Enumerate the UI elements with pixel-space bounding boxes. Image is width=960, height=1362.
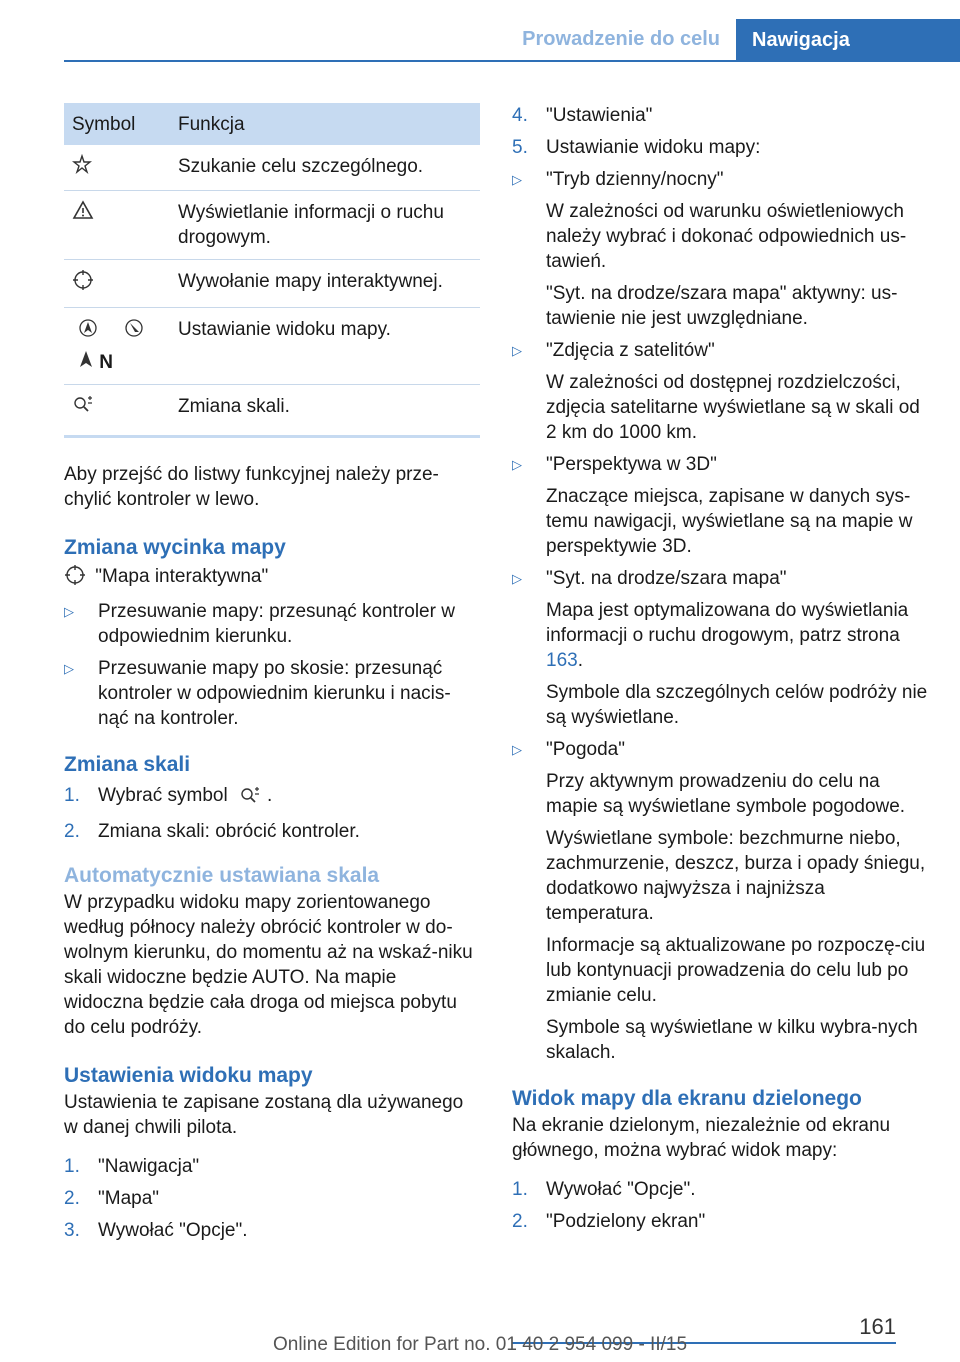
list-item: 5. Ustawianie widoku mapy: [512,137,761,158]
symbol-table [64,103,480,438]
map-section-list [64,599,480,731]
table-cell-function: Szukanie celu szczególnego. [166,145,480,191]
bullet-triangle-icon: ▷ [64,661,74,676]
section-title-auto-scale: Automatycznie ustawiana skala [64,864,380,887]
page-footer [0,1306,960,1362]
split-screen-steps [512,1177,932,1234]
list-item: 2. "Podzielony ekran" [512,1211,706,1232]
list-item: ▷ "Tryb dzienny/nocny" W zależności od warunku oświetleniowych należy wybrać i dokonać odpowiednich us-tawień. "Syt. na drodze/szara mapa" aktywny: us-tawienie nie jest uwzględniane. [512,169,907,329]
bullet-triangle-icon: ▷ [64,604,74,619]
header-rule [64,60,960,62]
zoom-icon [72,394,94,421]
map-view-settings-steps-continued [512,103,932,160]
interactive-map-icon [64,564,86,593]
list-item: 2. "Mapa" [64,1188,160,1209]
map-north-icon [78,350,94,375]
intro-text: Aby przejść do listwy funkcyjnej należy prze-chylić kontroler w lewo. [64,464,439,510]
special-destination-icon [72,154,92,181]
map-view-options-list [512,167,932,1065]
bullet-triangle-icon: ▷ [512,172,522,187]
list-item: 3. Wywołać "Opcje". [64,1220,248,1241]
table-row [64,385,480,437]
map-direction-icon [78,317,98,346]
table-header-symbol: Symbol [64,103,166,145]
page-reference-link[interactable]: 163 [546,650,578,671]
map-view-settings-text: Ustawienia te zapisane zostaną dla używanego w danej chwili pilota. [64,1092,464,1138]
auto-scale-text: W przypadku widoku mapy zorientowanego według północy należy obrócić kontroler w do-wolnym kierunku, do momentu aż na wskaź-niku skali widoczne będzie AUTO. Na mapie widoczna będzie cała droga od miejsca pobytu do celu podróży. [64,892,473,1038]
list-item: 2. Zmiana skali: obrócić kontroler. [64,821,360,842]
bullet-triangle-icon: ▷ [512,571,522,586]
section-title-change-scale: Zmiana skali [64,753,191,776]
list-item: 4. "Ustawienia" [512,105,653,126]
table-row [64,260,480,308]
list-item: 1. "Nawigacja" [64,1156,200,1177]
table-row [64,191,480,260]
table-header-function: Funkcja [166,103,480,145]
split-screen-text: Na ekranie dzielonym, niezależnie od ekranu głównego, można wybrać widok mapy: [512,1115,891,1161]
table-cell-function: Zmiana skali. [166,385,480,437]
change-scale-steps [64,783,480,844]
bullet-triangle-icon: ▷ [512,457,522,472]
list-item: 1. Wywołać "Opcje". [512,1179,696,1200]
table-cell-function: Wywołanie mapy interaktywnej. [166,260,480,308]
header-section-title: Prowadzenie do celu [522,28,720,50]
table-row [64,145,480,191]
table-row [64,308,480,385]
list-item: ▷ Przesuwanie mapy po skosie: przesunąć kontroler w odpowiednim kierunku i nacis-nąć na kontroler. [64,658,451,729]
interactive-map-icon [72,269,94,298]
bullet-triangle-icon: ▷ [512,343,522,358]
section-title-map-view-settings: Ustawienia widoku mapy [64,1064,313,1087]
list-item: 1. Wybrać symbol . [64,783,480,812]
section-title-map-section: Zmiana wycinka mapy [64,536,286,559]
page-header [0,0,960,62]
bullet-triangle-icon: ▷ [512,742,522,757]
zoom-icon [239,785,261,812]
list-item: ▷ "Perspektywa w 3D" Znaczące miejsca, zapisane w danych sys-temu nawigacji, wyświetlane są na mapie w perspektywie 3D. [512,454,913,557]
table-header-row [64,103,480,145]
list-item: ▷ "Syt. na drodze/szara mapa" Mapa jest optymalizowana do wyświetlania informacji o ruchu drogowym, patrz strona 163. Symbole dla szczególnych celów podróży nie są wyświetlane. [512,568,928,728]
interactive-map-text: "Mapa interaktywna" [95,566,269,587]
left-column [64,103,480,1250]
table-cell-function: Ustawianie widoku mapy. [166,308,480,385]
north-letter: N [99,352,114,373]
map-perspective-icon [124,317,144,346]
interactive-map-label [64,564,480,593]
traffic-warning-icon [72,200,94,227]
table-cell-function: Wyświetlanie informacji o ruchu drogowym. [166,191,480,260]
right-column [512,103,932,1241]
edition-text: Online Edition for Part no. 01 40 2 954 099 - II/15 [272,1334,688,1355]
list-item: ▷ "Zdjęcia z satelitów" W zależności od dostępnej rozdzielczości, zdjęcia satelitarne wyświetlane są w skali od 2 km do 1000 km. [512,340,920,443]
list-item: ▷ "Pogoda" Przy aktywnym prowadzeniu do celu na mapie są wyświetlane symbole pogodowe. Wyświetlane symbole: bezchmurne niebo, zachmurzenie, deszcz, burza i opady śniegu, dodatkowo najwyższa i najniższa temperatura. Informacje są aktualizowane po rozpoczę-ciu lub kontynuacji prowadzenia do celu lub po zmianie celu. Symbole są wyświetlane w kilku wybra-nych skalach. [512,739,926,1063]
list-item: ▷ Przesuwanie mapy: przesunąć kontroler w odpowiednim kierunku. [64,601,455,647]
header-chapter-tab: Nawigacja [736,19,960,62]
map-view-settings-steps [64,1154,480,1243]
section-title-split-screen: Widok mapy dla ekranu dzielonego [512,1087,862,1110]
page-number: 161 [859,1314,896,1339]
